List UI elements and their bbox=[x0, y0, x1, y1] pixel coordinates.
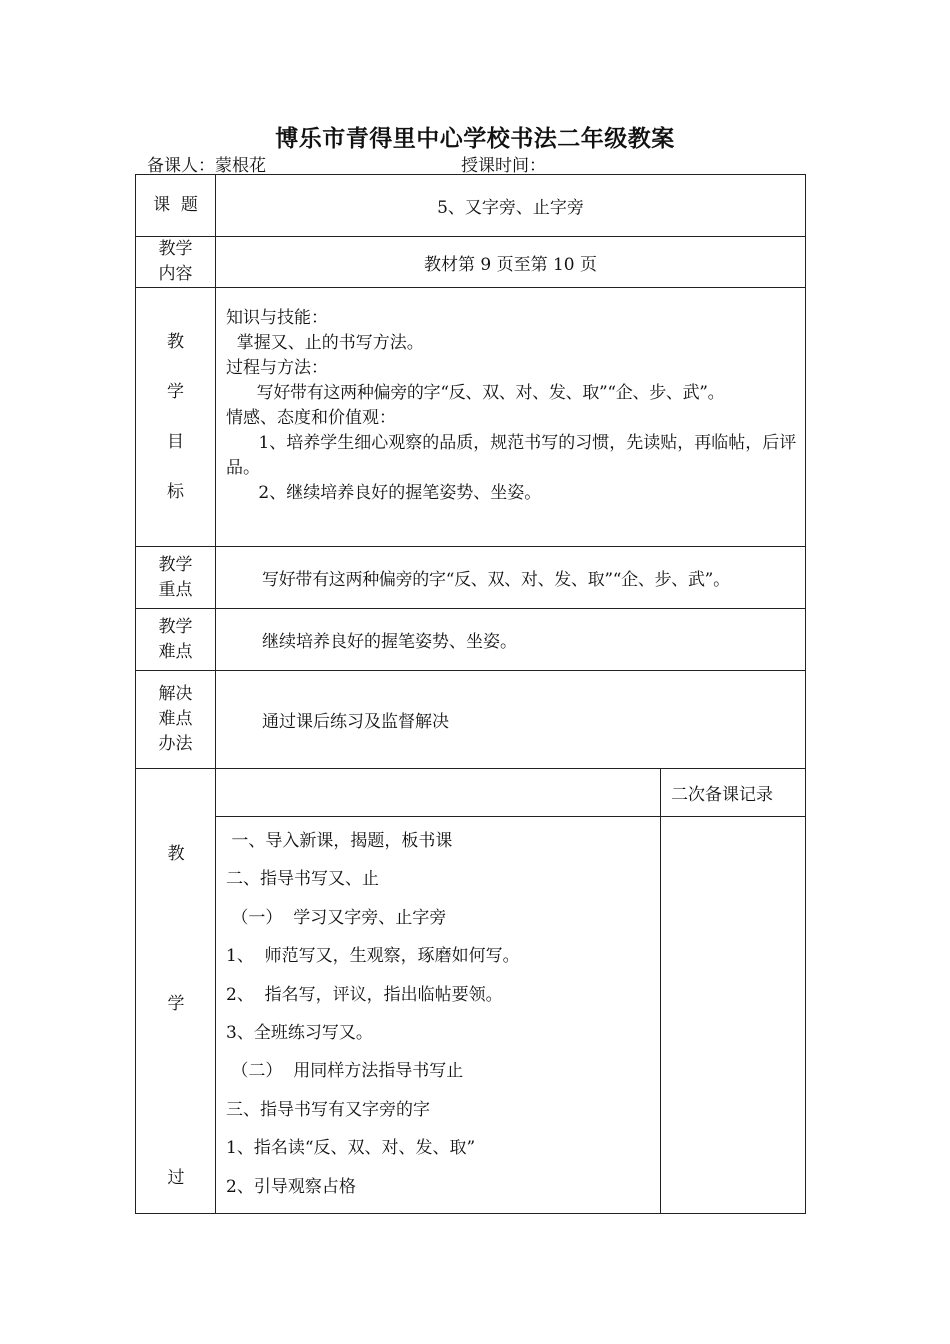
process-step: （二） 用同样方法指导书写止 bbox=[226, 1061, 464, 1082]
process-step: 三、指导书写有又字旁的字 bbox=[226, 1099, 430, 1120]
process-step: 二、指导书写又、止 bbox=[226, 869, 379, 890]
process-step: 1、指名读“反、双、对、发、取” bbox=[226, 1138, 476, 1159]
goal-line: 掌握又、止的书写方法。 bbox=[226, 333, 424, 353]
process-label: 教 学 过 bbox=[136, 769, 216, 1214]
content-value: 教材第 9 页至第 10 页 bbox=[216, 237, 806, 288]
difficulty-label: 教学 难点 bbox=[136, 609, 216, 671]
solution-value: 通过课后练习及监督解决 bbox=[216, 671, 806, 769]
goal-line: 过程与方法： bbox=[226, 358, 328, 378]
goal-line: 情感、态度和价值观： bbox=[226, 408, 396, 428]
document-title: 博乐市青得里中心学校书法二年级教案 bbox=[275, 125, 675, 152]
goal-line: 1、培养学生细心观察的品质，规范书写的习惯，先读贴，再临帖，后评品。 bbox=[226, 433, 797, 478]
row-goals bbox=[136, 288, 806, 547]
process-step: 2、引导观察占格 bbox=[226, 1176, 356, 1197]
goal-line: 知识与技能： bbox=[226, 308, 328, 328]
topic-label: 课 题 bbox=[136, 175, 216, 237]
second-prep-notes bbox=[661, 817, 806, 1214]
row-key-point bbox=[136, 547, 806, 609]
process-step: （一） 学习又字旁、止字旁 bbox=[226, 907, 447, 928]
goals-content bbox=[216, 288, 806, 547]
teaching-time-label: 授课时间： bbox=[461, 156, 546, 176]
difficulty-value: 继续培养良好的握笔姿势、坐姿。 bbox=[216, 609, 806, 671]
second-prep-label: 二次备课记录 bbox=[661, 769, 806, 817]
row-content bbox=[136, 237, 806, 288]
goal-line: 写好带有这两种偏旁的字“反、双、对、发、取”“企、步、武”。 bbox=[226, 383, 725, 403]
process-step: 一、导入新课，揭题，板书课 bbox=[226, 831, 453, 851]
row-process-body bbox=[136, 817, 806, 1214]
content-label: 教学 内容 bbox=[136, 237, 216, 288]
process-header-blank bbox=[216, 769, 661, 817]
topic-value: 5、又字旁、止字旁 bbox=[216, 175, 806, 237]
row-difficulty bbox=[136, 609, 806, 671]
key-point-label: 教学 重点 bbox=[136, 547, 216, 609]
preparer-label: 备课人：蒙根花 bbox=[147, 156, 266, 176]
process-steps bbox=[216, 817, 661, 1214]
process-step: 3、全班练习写又。 bbox=[226, 1022, 373, 1043]
process-step: 2、 指名写，评议，指出临帖要领。 bbox=[226, 984, 503, 1005]
row-topic bbox=[136, 175, 806, 237]
process-step: 1、 师范写又，生观察，琢磨如何写。 bbox=[226, 946, 520, 967]
goals-label: 教 学 目 标 bbox=[136, 288, 216, 547]
key-point-value: 写好带有这两种偏旁的字“反、双、对、发、取”“企、步、武”。 bbox=[216, 547, 806, 609]
solution-label: 解决 难点 办法 bbox=[136, 671, 216, 769]
row-solution bbox=[136, 671, 806, 769]
goal-line: 2、继续培养良好的握笔姿势、坐姿。 bbox=[226, 483, 542, 503]
row-process-header bbox=[136, 769, 806, 817]
lesson-plan-table bbox=[135, 174, 806, 1214]
